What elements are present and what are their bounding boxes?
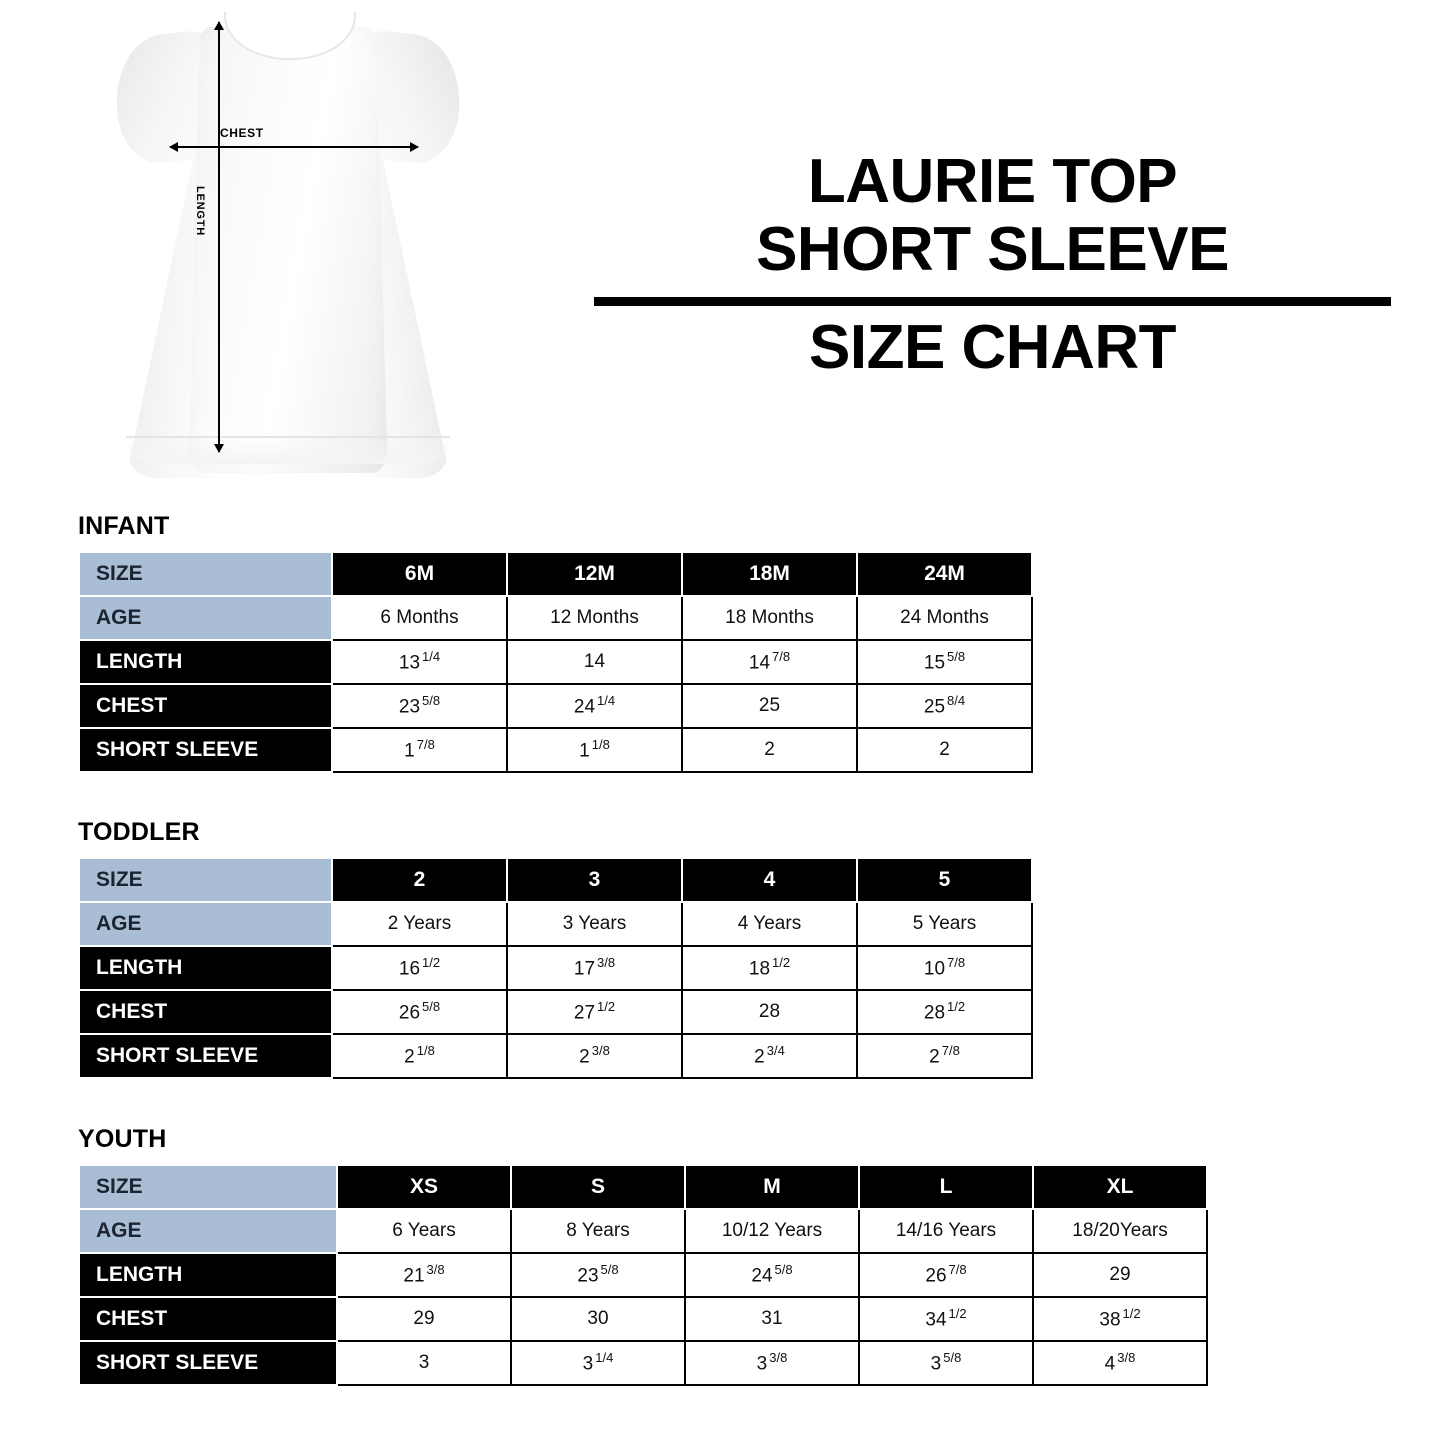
table-cell	[337, 1297, 511, 1341]
table-cell: 6 Months	[332, 596, 507, 640]
table-cell: 18/20Years	[1033, 1209, 1207, 1253]
measure-fraction: 1/4	[595, 1350, 614, 1366]
row-label-length: LENGTH	[79, 1253, 337, 1297]
measure-whole: 23	[398, 696, 421, 718]
table-cell	[859, 1341, 1033, 1385]
measure-fraction: 5/8	[600, 1262, 619, 1278]
measure-whole: 28	[758, 1001, 781, 1022]
table-cell	[857, 640, 1032, 684]
table-row	[79, 1341, 1207, 1385]
table-cell	[857, 728, 1032, 772]
measure-fraction: 5/8	[422, 693, 441, 709]
section-infant	[78, 512, 1383, 773]
measure-whole: 17	[573, 958, 596, 980]
column-header-size: L	[859, 1165, 1033, 1209]
measure-fraction: 1/2	[1122, 1306, 1141, 1322]
table-row	[79, 640, 1032, 684]
measure-whole: 27	[573, 1002, 596, 1024]
measure-whole: 30	[587, 1308, 609, 1329]
table-cell: 4 Years	[682, 902, 857, 946]
table-row	[79, 1253, 1207, 1297]
table-cell	[857, 946, 1032, 990]
measure-whole: 2	[579, 1046, 590, 1068]
table-cell: 8 Years	[511, 1209, 685, 1253]
measure-fraction: 5/8	[947, 649, 966, 665]
measure-whole: 3	[582, 1353, 594, 1375]
table-cell	[682, 684, 857, 728]
row-label-length: LENGTH	[79, 946, 332, 990]
measure-whole: 3	[930, 1353, 942, 1375]
measure-whole: 25	[758, 695, 781, 716]
table-cell	[685, 1253, 859, 1297]
size-table-toddler	[78, 857, 1033, 1079]
table-cell	[511, 1253, 685, 1297]
measure-fraction: 3/8	[1117, 1350, 1136, 1366]
measure-fraction: 7/8	[941, 1043, 960, 1059]
measure-fraction: 3/8	[591, 1043, 610, 1059]
row-label-size: SIZE	[79, 1165, 337, 1209]
measure-whole: 38	[1099, 1309, 1121, 1331]
table-cell	[859, 1297, 1033, 1341]
table-cell	[332, 640, 507, 684]
size-table-youth	[78, 1164, 1208, 1386]
measure-fraction: 1/8	[416, 1043, 435, 1059]
table-row	[79, 596, 1032, 640]
measure-whole: 21	[403, 1265, 425, 1287]
measure-whole: 29	[1109, 1264, 1131, 1285]
table-cell: 5 Years	[857, 902, 1032, 946]
table-cell	[332, 1034, 507, 1078]
row-label-chest: CHEST	[79, 684, 332, 728]
column-header-size: XS	[337, 1165, 511, 1209]
table-row	[79, 1297, 1207, 1341]
table-row	[79, 858, 1032, 902]
row-label-chest: CHEST	[79, 990, 332, 1034]
hem	[126, 436, 450, 464]
table-cell	[507, 990, 682, 1034]
column-header-size: XL	[1033, 1165, 1207, 1209]
table-cell	[857, 1034, 1032, 1078]
measure-whole: 15	[923, 652, 946, 674]
measure-whole: 10	[923, 958, 946, 980]
table-row	[79, 728, 1032, 772]
table-row	[79, 1034, 1032, 1078]
measure-fraction: 1/2	[948, 1306, 967, 1322]
table-cell: 14/16 Years	[859, 1209, 1033, 1253]
column-header-size: 24M	[857, 552, 1032, 596]
measure-whole: 29	[413, 1308, 435, 1329]
table-cell: 12 Months	[507, 596, 682, 640]
table-cell: 18 Months	[682, 596, 857, 640]
title-line-3: SIZE CHART	[809, 312, 1176, 382]
table-cell	[507, 728, 682, 772]
measure-fraction: 1/8	[591, 737, 610, 753]
section-title-youth: YOUTH	[78, 1125, 167, 1153]
table-cell	[682, 990, 857, 1034]
measure-fraction: 8/4	[947, 693, 966, 709]
title-line-2: SHORT SLEEVE	[756, 215, 1229, 285]
measure-whole: 2	[929, 1046, 940, 1068]
table-cell: 10/12 Years	[685, 1209, 859, 1253]
column-header-size: 5	[857, 858, 1032, 902]
measure-fraction: 3/8	[426, 1262, 445, 1278]
table-row	[79, 946, 1032, 990]
measure-whole: 24	[573, 696, 596, 718]
row-label-short-sleeve: SHORT SLEEVE	[79, 1341, 337, 1385]
row-label-age: AGE	[79, 596, 332, 640]
measure-fraction: 7/8	[948, 1262, 967, 1278]
column-header-size: 12M	[507, 552, 682, 596]
table-cell	[682, 946, 857, 990]
table-cell	[507, 684, 682, 728]
column-header-size: 18M	[682, 552, 857, 596]
table-cell	[857, 684, 1032, 728]
table-cell	[1033, 1253, 1207, 1297]
length-measure-arrow	[218, 22, 220, 452]
measure-fraction: 1/2	[772, 955, 791, 971]
table-cell: 3 Years	[507, 902, 682, 946]
table-row	[79, 1209, 1207, 1253]
measure-whole: 26	[925, 1265, 947, 1287]
table-cell: 2 Years	[332, 902, 507, 946]
column-header-size: 3	[507, 858, 682, 902]
measure-fraction: 7/8	[947, 955, 966, 971]
measure-whole: 23	[577, 1265, 599, 1287]
table-cell	[859, 1253, 1033, 1297]
row-label-size: SIZE	[79, 858, 332, 902]
table-row	[79, 990, 1032, 1034]
column-header-size: M	[685, 1165, 859, 1209]
measure-whole: 1	[579, 740, 590, 762]
measure-whole: 2	[404, 1046, 415, 1068]
measure-fraction: 1/4	[422, 649, 441, 665]
table-cell: 24 Months	[857, 596, 1032, 640]
table-cell	[332, 684, 507, 728]
section-title-infant: INFANT	[78, 512, 170, 540]
chest-measure-arrow	[170, 146, 418, 148]
table-cell	[332, 728, 507, 772]
measure-fraction: 5/8	[943, 1350, 962, 1366]
measure-whole: 2	[939, 739, 950, 760]
table-cell	[507, 640, 682, 684]
chest-measure-label: CHEST	[220, 126, 264, 140]
measure-whole: 31	[761, 1308, 783, 1329]
row-label-size: SIZE	[79, 552, 332, 596]
section-toddler	[78, 818, 1383, 1079]
table-cell	[507, 946, 682, 990]
measure-whole: 4	[1104, 1353, 1116, 1375]
table-cell	[332, 990, 507, 1034]
table-row	[79, 902, 1032, 946]
measure-fraction: 1/2	[947, 999, 966, 1015]
measure-fraction: 3/4	[766, 1043, 785, 1059]
measure-whole: 14	[583, 651, 606, 672]
table-cell	[1033, 1341, 1207, 1385]
table-row	[79, 684, 1032, 728]
measure-fraction: 5/8	[774, 1262, 793, 1278]
table-cell	[337, 1253, 511, 1297]
page-title	[560, 0, 1445, 380]
header-area	[0, 0, 1445, 500]
measure-whole: 18	[748, 958, 771, 980]
table-cell	[511, 1297, 685, 1341]
table-row	[79, 552, 1032, 596]
row-label-age: AGE	[79, 1209, 337, 1253]
column-header-size: 6M	[332, 552, 507, 596]
measure-fraction: 7/8	[416, 737, 435, 753]
shirt-illustration	[108, 8, 468, 478]
table-cell	[682, 728, 857, 772]
measure-fraction: 1/4	[597, 693, 616, 709]
measure-whole: 14	[748, 652, 771, 674]
table-cell	[682, 640, 857, 684]
column-header-size: S	[511, 1165, 685, 1209]
table-cell	[507, 1034, 682, 1078]
measure-fraction: 1/2	[422, 955, 441, 971]
measure-whole: 34	[925, 1309, 947, 1331]
measure-fraction: 7/8	[772, 649, 791, 665]
table-cell	[685, 1341, 859, 1385]
row-label-short-sleeve: SHORT SLEEVE	[79, 728, 332, 772]
section-youth	[78, 1125, 1383, 1386]
measure-whole: 24	[751, 1265, 773, 1287]
row-label-age: AGE	[79, 902, 332, 946]
table-cell	[857, 990, 1032, 1034]
measure-whole: 13	[398, 652, 421, 674]
measure-whole: 3	[756, 1353, 768, 1375]
table-row	[79, 1165, 1207, 1209]
measure-whole: 26	[398, 1002, 421, 1024]
table-cell	[511, 1341, 685, 1385]
measure-fraction: 3/8	[597, 955, 616, 971]
measure-whole: 1	[404, 740, 415, 762]
measure-whole: 3	[418, 1352, 430, 1373]
table-cell	[685, 1297, 859, 1341]
table-cell	[332, 946, 507, 990]
measure-fraction: 1/2	[597, 999, 616, 1015]
title-line-1: LAURIE TOP	[807, 147, 1178, 216]
column-header-size: 2	[332, 858, 507, 902]
row-label-short-sleeve: SHORT SLEEVE	[79, 1034, 332, 1078]
row-label-chest: CHEST	[79, 1297, 337, 1341]
table-cell	[1033, 1297, 1207, 1341]
measure-fraction: 5/8	[422, 999, 441, 1015]
measure-whole: 2	[754, 1046, 765, 1068]
table-cell: 6 Years	[337, 1209, 511, 1253]
measure-whole: 28	[923, 1002, 946, 1024]
garment-diagram	[0, 0, 560, 500]
row-label-length: LENGTH	[79, 640, 332, 684]
column-header-size: 4	[682, 858, 857, 902]
size-table-infant	[78, 551, 1033, 773]
table-cell	[682, 1034, 857, 1078]
measure-whole: 2	[764, 739, 775, 760]
table-cell	[337, 1341, 511, 1385]
title-divider	[594, 297, 1391, 306]
length-measure-label: LENGTH	[194, 186, 206, 237]
measure-fraction: 3/8	[769, 1350, 788, 1366]
measure-whole: 25	[923, 696, 946, 718]
measure-whole: 16	[398, 958, 421, 980]
section-title-toddler: TODDLER	[78, 818, 200, 846]
